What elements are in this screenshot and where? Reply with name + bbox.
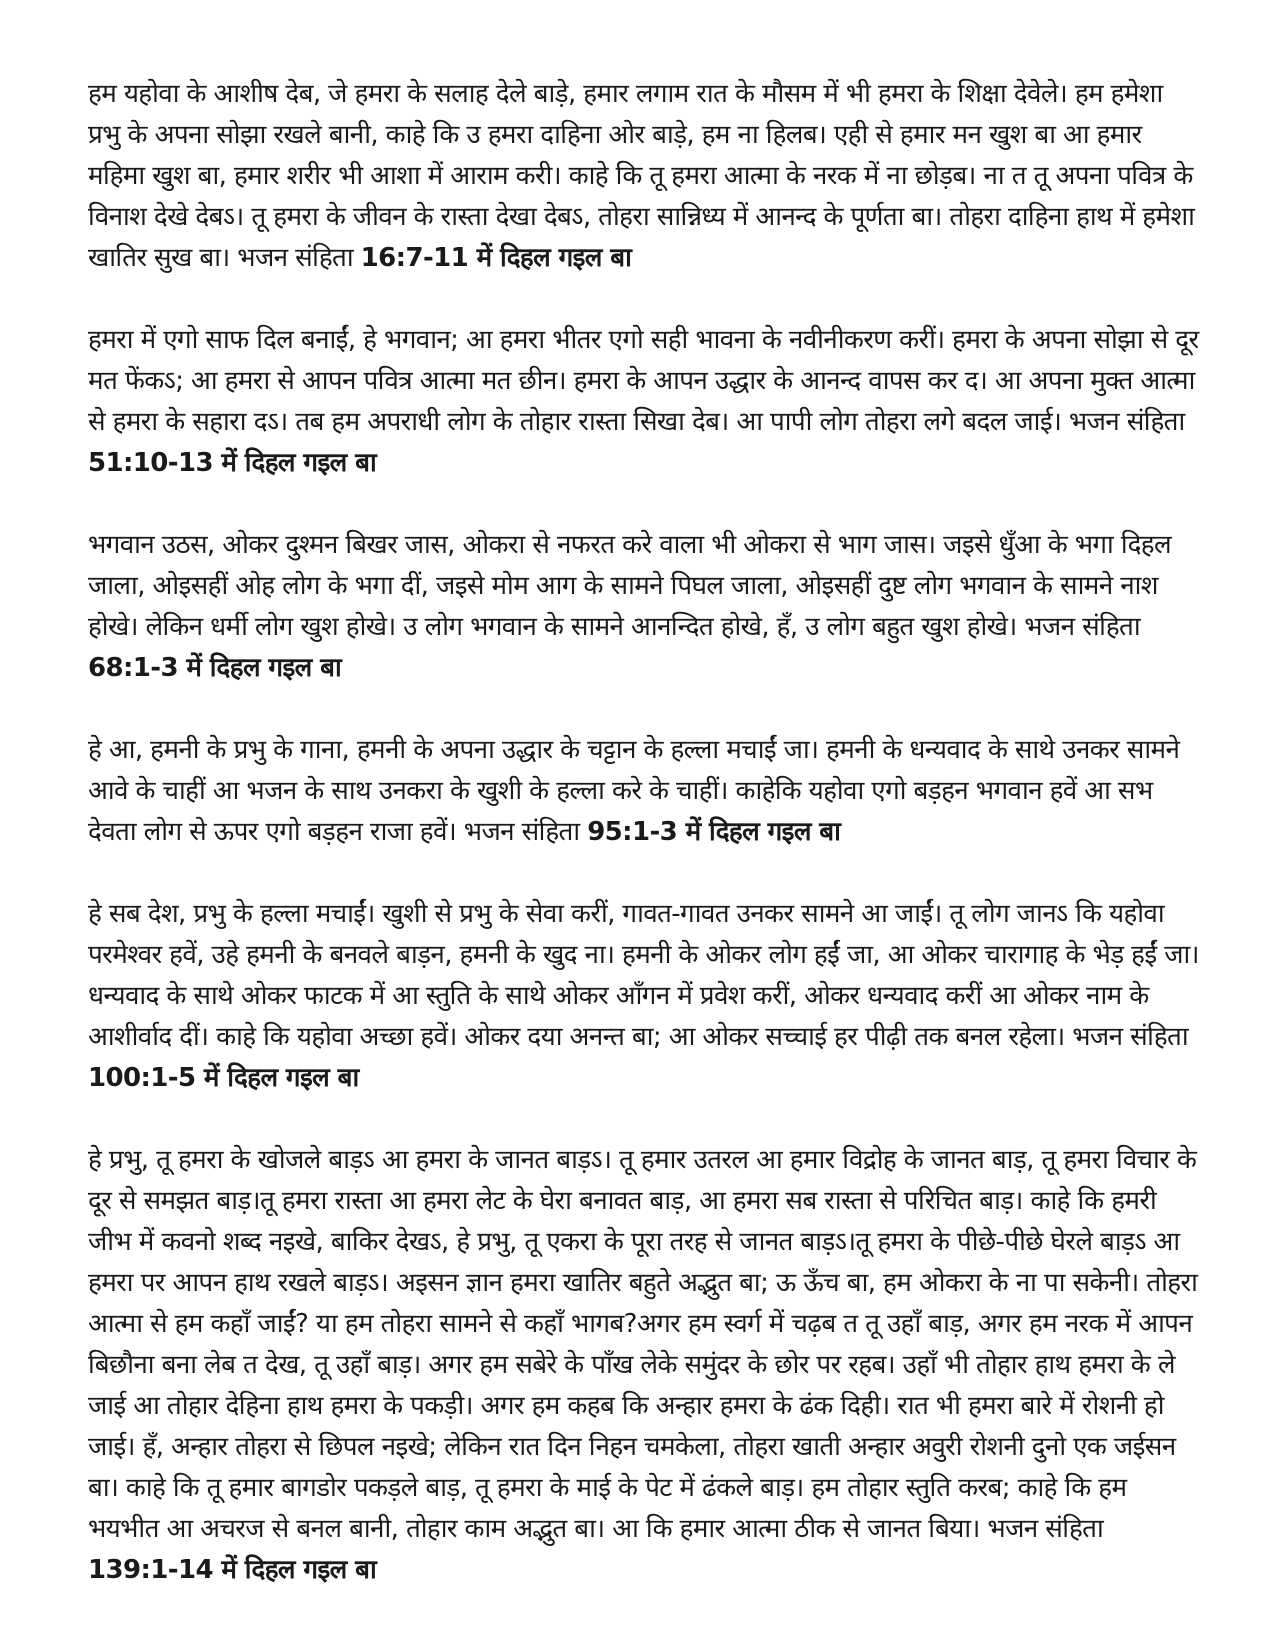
paragraph-text: हम यहोवा के आशीष देब, जे हमरा के सलाह देले बाड़े, हमार लगाम रात के मौसम में भी हमरा के शिक्षा देवेले। हम हमेशा प्रभु के अपना सोझा रखले बानी, काहे कि उ हमरा दाहिना ओर बाड़े, हम ना हिलब। एही से हमार मन खुश बा आ हमार महिमा खुश बा, हमार शरीर भी आशा में आराम करी। काहे कि तू हमरा आत्मा के नरक में ना छोड़ब। ना त तू अपना पवित्र के विनाश देखे देबऽ। तू हमरा के जीवन के रास्ता देखा देबऽ, तोहरा सान्निध्य में आनन्द के पूर्णता बा। तोहरा दाहिना हाथ में हमेशा खातिर सुख बा। भजन संहिता <box>88 79 1195 273</box>
psalm-reference: 68:1-3 में दिहल गइल बा <box>88 653 342 683</box>
paragraph-text: हे आ, हमनी के प्रभु के गाना, हमनी के अपना उद्धार के चट्टान के हल्ला मचाईं जा। हमनी के धन्यवाद के साथे उनकर सामने आवे के चाहीं आ भजन के साथ उनकरा के खुशी के हल्ला करे के चाहीं। काहेकि यहोवा एगो बड़हन भगवान हवें आ सभ देवता लोग से ऊपर एगो बड़हन राजा हवें। भजन संहिता <box>88 735 1180 847</box>
psalm-paragraph-4 <box>88 730 1200 853</box>
psalm-reference: 16:7-11 में दिहल गइल बा <box>360 243 632 273</box>
psalm-reference: 100:1-5 में दिहल गइल बा <box>88 1063 359 1093</box>
document-page <box>88 74 1200 1591</box>
paragraph-text: हे सब देश, प्रभु के हल्ला मचाईं। खुशी से प्रभु के सेवा करीं, गावत-गावत उनकर सामने आ जाईं। तू लोग जानऽ कि यहोवा परमेश्वर हवें, उहे हमनी के बनवले बाड़न, हमनी के खुद ना। हमनी के ओकर लोग हईं जा, आ ओकर चारागाह के भेड़ हईं जा। धन्यवाद के साथे ओकर फाटक में आ स्तुति के साथे ओकर आँगन में प्रवेश करीं, ओकर धन्यवाद करीं आ ओकर नाम के आशीर्वाद दीं। काहे कि यहोवा अच्छा हवें। ओकर दया अनन्त बा; आ ओकर सच्चाई हर पीढ़ी तक बनल रहेला। भजन संहिता <box>88 899 1199 1052</box>
psalm-paragraph-2 <box>88 320 1200 484</box>
psalm-reference: 139:1-14 में दिहल गइल बा <box>88 1555 377 1585</box>
psalm-paragraph-6 <box>88 1140 1200 1591</box>
paragraph-text: भगवान उठस, ओकर दुश्मन बिखर जास, ओकरा से नफरत करे वाला भी ओकरा से भाग जास। जइसे धुँआ के भगा दिहल जाला, ओइसहीं ओह लोग के भगा दीं, जइसे मोम आग के सामने पिघल जाला, ओइसहीं दुष्ट लोग भगवान के सामने नाश होखे। लेकिन धर्मी लोग खुश होखे। उ लोग भगवान के सामने आनन्दित होखे, हँ, उ लोग बहुत खुश होखे। भजन संहिता <box>88 530 1172 642</box>
psalm-paragraph-1 <box>88 74 1200 279</box>
paragraph-text: हमरा में एगो साफ दिल बनाईं, हे भगवान; आ हमरा भीतर एगो सही भावना के नवीनीकरण करीं। हमरा के अपना सोझा से दूर मत फेंकऽ; आ हमरा से आपन पवित्र आत्मा मत छीन। हमरा के आपन उद्धार के आनन्द वापस कर द। आ अपना मुक्त आत्मा से हमरा के सहारा दऽ। तब हम अपराधी लोग के तोहार रास्ता सिखा देब। आ पापी लोग तोहरा लगे बदल जाई। भजन संहिता <box>88 325 1199 437</box>
psalm-reference: 95:1-3 में दिहल गइल बा <box>587 817 841 847</box>
paragraph-text: हे प्रभु, तू हमरा के खोजले बाड़ऽ आ हमरा के जानत बाड़ऽ। तू हमार उतरल आ हमार विद्रोह के जानत बाड़, तू हमरा विचार के दूर से समझत बाड़।तू हमरा रास्ता आ हमरा लेट के घेरा बनावत बाड़, आ हमरा सब रास्ता से परिचित बाड़। काहे कि हमरी जीभ में कवनो शब्द नइखे, बाकिर देखऽ, हे प्रभु, तू एकरा के पूरा तरह से जानत बाड़ऽ।तू हमरा के पीछे-पीछे घेरले बाड़ऽ आ हमरा पर आपन हाथ रखले बाड़ऽ। अइसन ज्ञान हमरा खातिर बहुते अद्भुत बा; ऊ ऊँच बा, हम ओकरा के ना पा सकेनी। तोहरा आत्मा से हम कहाँ जाईं? या हम तोहरा सामने से कहाँ भागब?अगर हम स्वर्ग में चढ़ब त तू उहाँ बाड़, अगर हम नरक में आपन बिछौना बना लेब त देख, तू उहाँ बाड़। अगर हम सबेरे के पाँख लेके समुंदर के छोर पर रहब। उहाँ भी तोहार हाथ हमरा के ले जाई आ तोहार देहिना हाथ हमरा के पकड़ी। अगर हम कहब कि अन्हार हमरा के ढंक दिही। रात भी हमरा बारे में रोशनी हो जाई। हँ, अन्हार तोहरा से छिपल नइखे; लेकिन रात दिन निहन चमकेला, तोहरा खाती अन्हार अवुरी रोशनी दुनो एक जईसन बा। काहे कि तू हमार बागडोर पकड़ले बाड़, तू हमरा के माई के पेट में ढंकले बाड़। हम तोहार स्तुति करब; काहे कि हम भयभीत आ अचरज से बनल बानी, तोहार काम अद्भुत बा। आ कि हमार आत्मा ठीक से जानत बिया। भजन संहिता <box>88 1145 1198 1544</box>
psalm-paragraph-3 <box>88 525 1200 689</box>
psalm-reference: 51:10-13 में दिहल गइल बा <box>88 448 377 478</box>
psalm-paragraph-5 <box>88 894 1200 1099</box>
